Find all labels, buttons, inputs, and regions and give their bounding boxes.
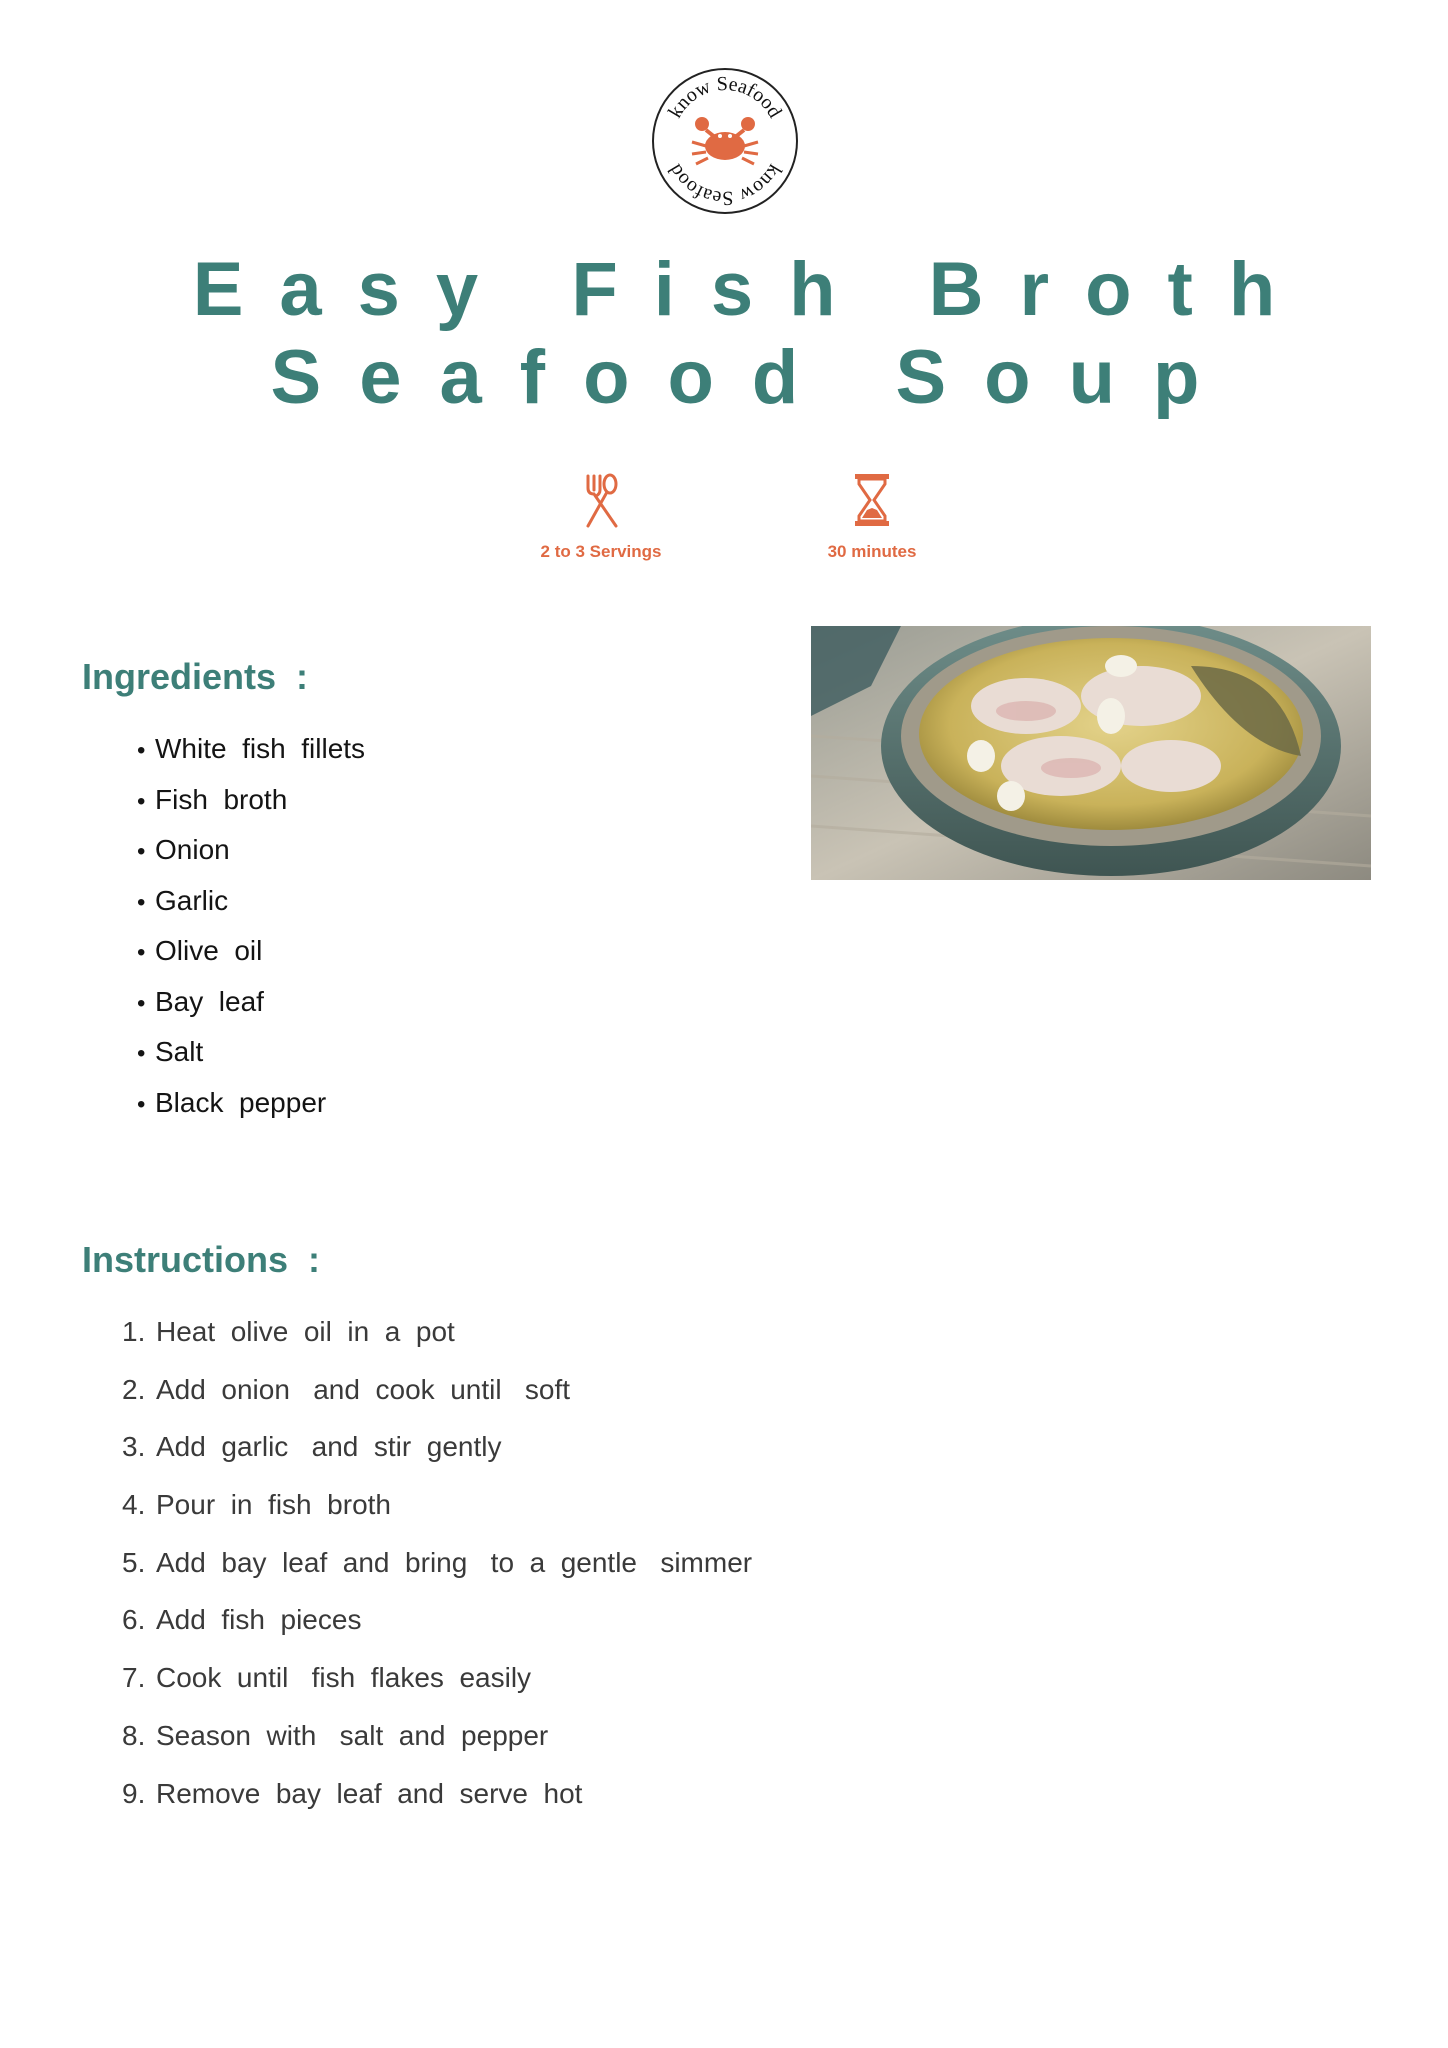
list-item — [122, 1481, 752, 1539]
svg-text:know Seafood: know Seafood — [664, 72, 786, 122]
list-item — [122, 1423, 752, 1481]
step-text: Heat olive oil in a pot — [156, 1316, 455, 1347]
ingredients-list — [137, 727, 365, 1131]
step-number: 7. — [122, 1662, 146, 1694]
step-text: Cook until fish flakes easily — [156, 1662, 532, 1694]
list-item: • Salt — [137, 1036, 204, 1067]
step-text: Add fish pieces — [156, 1604, 362, 1636]
list-item: • Garlic — [137, 884, 229, 916]
step-text: Add onion and cook until soft — [156, 1373, 571, 1405]
ingredient-text: White fish fillets — [155, 733, 366, 764]
step-number: 1. — [122, 1316, 146, 1347]
ingredient-text: Salt — [155, 1036, 204, 1067]
list-item: • Black pepper — [137, 1086, 327, 1118]
ingredient-text: Olive oil — [155, 935, 263, 966]
step-text: Add garlic and stir gently — [156, 1431, 502, 1463]
servings-info — [501, 472, 701, 562]
recipe-title-line-2: Seafood Soup — [270, 335, 1238, 420]
ingredient-text: Fish broth — [155, 783, 288, 815]
list-item — [122, 1596, 752, 1654]
brand-logo — [650, 66, 800, 216]
utensils-icon — [578, 472, 624, 528]
list-item: • White fish fillets — [137, 733, 366, 764]
time-info — [772, 472, 972, 562]
ingredient-text: Onion — [155, 834, 230, 865]
step-number: 3. — [122, 1431, 146, 1463]
step-number: 4. — [122, 1489, 146, 1521]
list-item: • Onion — [137, 834, 230, 865]
step-text: Season with salt and pepper — [156, 1719, 549, 1751]
list-item — [122, 1712, 752, 1770]
list-item — [122, 1770, 752, 1828]
recipe-title-line-1: Easy Fish Broth — [192, 247, 1312, 332]
step-number: 8. — [122, 1719, 146, 1751]
step-number: 5. — [122, 1546, 146, 1578]
svg-text:know Seafood: know Seafood — [664, 160, 786, 210]
step-text: Pour in fish broth — [156, 1489, 392, 1521]
ingredients-heading: Ingredients : — [82, 656, 309, 697]
step-number: 6. — [122, 1604, 146, 1636]
logo-seal — [650, 66, 800, 216]
step-text: Remove bay leaf and serve hot — [156, 1777, 583, 1809]
list-item: • Olive oil — [137, 935, 263, 966]
ingredient-text: Bay leaf — [155, 985, 264, 1017]
hourglass-icon — [849, 472, 895, 528]
list-item — [122, 1366, 752, 1424]
step-number: 2. — [122, 1373, 146, 1405]
list-item — [122, 1308, 752, 1366]
step-text: Add bay leaf and bring to a gentle simmer — [156, 1546, 753, 1578]
list-item: • Bay leaf — [137, 985, 264, 1017]
list-item — [122, 1654, 752, 1712]
list-item — [122, 1539, 752, 1597]
instructions-list — [122, 1308, 752, 1827]
list-item: • Fish broth — [137, 783, 288, 815]
ingredient-text: Garlic — [155, 884, 229, 916]
fish-soup-bowl-photo — [811, 626, 1371, 880]
time-label: 30 minutes — [827, 542, 917, 561]
servings-label: 2 to 3 Servings — [540, 542, 662, 561]
step-number: 9. — [122, 1777, 146, 1809]
ingredient-text: Black pepper — [155, 1086, 327, 1118]
instructions-heading: Instructions : — [82, 1239, 321, 1280]
